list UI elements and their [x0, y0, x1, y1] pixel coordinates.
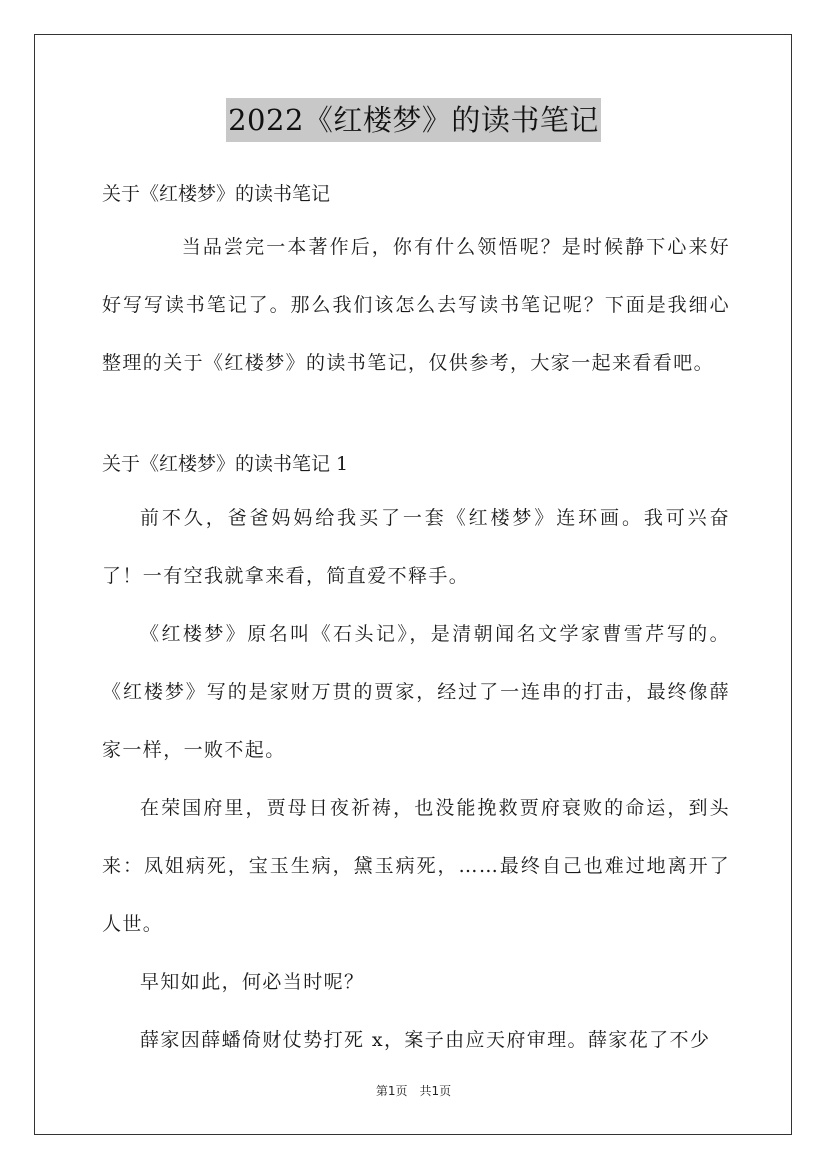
body-paragraph: 早知如此，何必当时呢？	[140, 971, 365, 993]
body-block	[102, 489, 730, 1069]
document-title: 2022《红楼梦》的读书笔记	[226, 98, 601, 142]
intro-block	[102, 218, 730, 392]
title-container	[0, 98, 827, 142]
body-paragraph: 前不久，爸爸妈妈给我买了一套《红楼梦》连环画。我可兴奋了！一有空我就拿来看，简直爱不释手。	[102, 507, 730, 587]
body-paragraph: 《红楼梦》原名叫《石头记》，是清朝闻名文学家曹雪芹写的。《红楼梦》写的是家财万贯的贾家，经过了一连串的打击，最终像薛家一样，一败不起。	[102, 623, 730, 761]
section-heading: 关于《红楼梦》的读书笔记 1	[102, 453, 349, 475]
body-paragraph: 在荣国府里，贾母日夜祈祷，也没能挽救贾府衰败的命运，到头来：凤姐病死，宝玉生病，黛玉病死，……最终自己也难过地离开了人世。	[102, 797, 730, 935]
intro-paragraph: 当品尝完一本著作后，你有什么领悟呢？是时候静下心来好好写写读书笔记了。那么我们该怎么去写读书笔记呢？下面是我细心整理的关于《红楼梦》的读书笔记，仅供参考，大家一起来看看吧。	[102, 236, 730, 374]
body-paragraph: 薛家因薛蟠倚财仗势打死 x，案子由应天府审理。薛家花了不少	[140, 1029, 711, 1051]
page-footer: 第1页 共1页	[375, 1084, 452, 1098]
subtitle: 关于《红楼梦》的读书笔记	[102, 183, 331, 205]
